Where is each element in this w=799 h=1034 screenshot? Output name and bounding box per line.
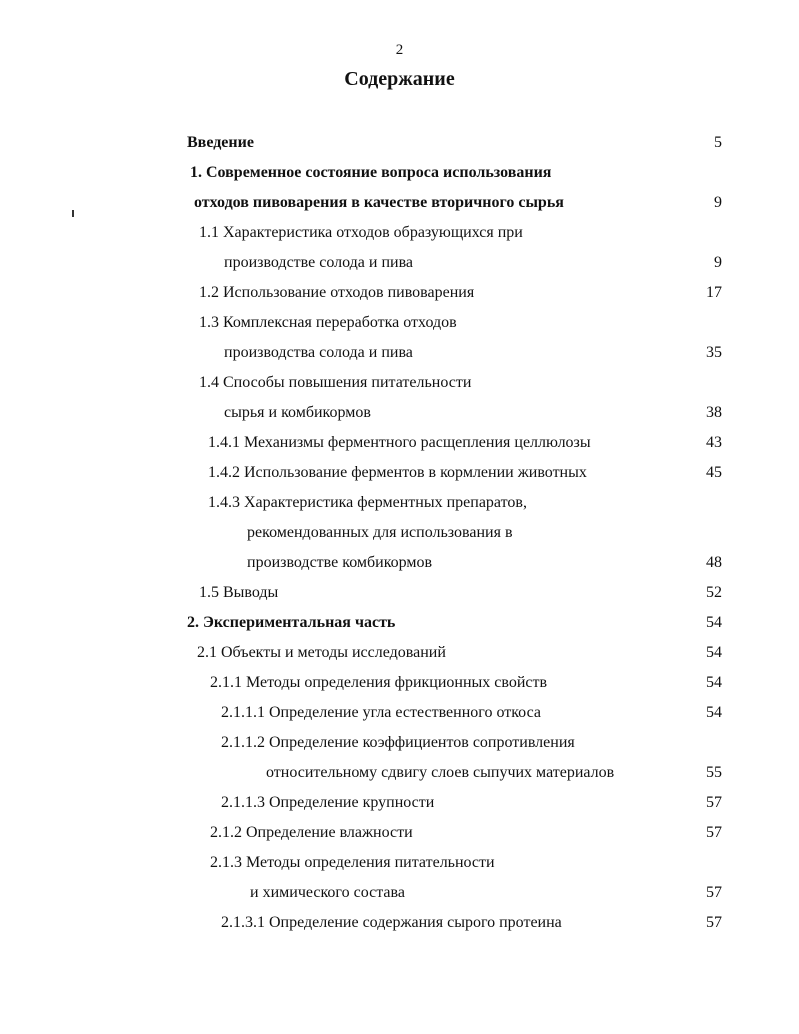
toc-entry-page: 38 xyxy=(706,404,722,421)
toc-entry xyxy=(0,248,799,278)
toc-entry-text: отходов пивоварения в качестве вторичного сырья xyxy=(194,194,564,211)
toc-entry-text: 1.4.1 Механизмы ферментного расщепления целлюлозы xyxy=(208,434,591,451)
toc-entry-text: 2.1.1.2 Определение коэффициентов сопротивления xyxy=(221,734,575,751)
toc-entry xyxy=(0,848,799,878)
toc-entry-text: 2. Экспериментальная часть xyxy=(187,614,396,631)
toc-entry-page: 57 xyxy=(706,794,722,811)
toc-entry xyxy=(0,158,799,188)
toc-entry xyxy=(0,458,799,488)
toc-entry-text: 2.1.2 Определение влажности xyxy=(210,824,413,841)
toc-entry-text: 2.1.1 Методы определения фрикционных свойств xyxy=(210,674,548,691)
toc-entry-page: 9 xyxy=(714,254,722,271)
toc-entry-text: и химического состава xyxy=(250,884,405,901)
toc-entry-text: 1.4.3 Характеристика ферментных препаратов, xyxy=(208,494,527,511)
toc-entry-page: 54 xyxy=(706,674,722,691)
toc-entry xyxy=(0,518,799,548)
page-number: 2 xyxy=(395,42,404,58)
toc-entry xyxy=(0,788,799,818)
toc-entry xyxy=(0,128,799,158)
toc-entry-text: 2.1.3 Методы определения питательности xyxy=(210,854,495,871)
toc-entry-text: Введение xyxy=(187,134,254,151)
table-of-contents xyxy=(0,128,799,938)
toc-entry xyxy=(0,698,799,728)
page-title: Содержание xyxy=(344,68,455,90)
toc-entry-text: 2.1.3.1 Определение содержания сырого протеина xyxy=(221,914,562,931)
toc-entry-text: 2.1.1.1 Определение угла естественного откоса xyxy=(221,704,541,721)
toc-entry-text: 1.3 Комплексная переработка отходов xyxy=(199,314,457,331)
toc-entry-text: рекомендованных для использования в xyxy=(247,524,513,541)
toc-entry-page: 57 xyxy=(706,884,722,901)
toc-entry-page: 54 xyxy=(706,614,722,631)
toc-entry-text: 1.4.2 Использование ферментов в кормлении животных xyxy=(208,464,587,481)
toc-entry-page: 9 xyxy=(714,194,722,211)
toc-entry xyxy=(0,608,799,638)
toc-entry xyxy=(0,308,799,338)
toc-entry-text: 2.1.1.3 Определение крупности xyxy=(221,794,435,811)
toc-entry-page: 17 xyxy=(706,284,722,301)
toc-entry-text: 1. Современное состояние вопроса использования xyxy=(190,164,552,181)
toc-entry-text: 1.1 Характеристика отходов образующихся при xyxy=(199,224,523,241)
toc-entry-text: 1.2 Использование отходов пивоварения xyxy=(199,284,475,301)
toc-entry-page: 52 xyxy=(706,584,722,601)
toc-entry-page: 55 xyxy=(706,764,722,781)
toc-entry xyxy=(0,668,799,698)
toc-entry xyxy=(0,368,799,398)
toc-entry-page: 48 xyxy=(706,554,722,571)
toc-entry-page: 57 xyxy=(706,914,722,931)
toc-entry xyxy=(0,818,799,848)
toc-entry xyxy=(0,398,799,428)
toc-entry xyxy=(0,188,799,218)
toc-entry xyxy=(0,548,799,578)
toc-entry xyxy=(0,218,799,248)
toc-entry xyxy=(0,278,799,308)
toc-entry-text: производства солода и пива xyxy=(224,344,413,361)
toc-entry-page: 57 xyxy=(706,824,722,841)
toc-entry xyxy=(0,488,799,518)
toc-entry-text: 2.1 Объекты и методы исследований xyxy=(197,644,446,661)
toc-entry-text: сырья и комбикормов xyxy=(224,404,371,421)
toc-entry-text: 1.4 Способы повышения питательности xyxy=(199,374,472,391)
toc-entry xyxy=(0,638,799,668)
toc-entry-page: 5 xyxy=(714,134,722,151)
toc-entry xyxy=(0,728,799,758)
toc-entry-page: 54 xyxy=(706,704,722,721)
toc-entry-text: производстве солода и пива xyxy=(224,254,414,271)
toc-entry xyxy=(0,578,799,608)
toc-entry-page: 35 xyxy=(706,344,722,361)
toc-entry-text: производстве комбикормов xyxy=(247,554,433,571)
toc-entry xyxy=(0,758,799,788)
toc-entry-page: 54 xyxy=(706,644,722,661)
toc-entry-page: 43 xyxy=(706,434,722,451)
toc-entry xyxy=(0,338,799,368)
toc-entry xyxy=(0,878,799,908)
toc-entry-text: 1.5 Выводы xyxy=(199,584,279,601)
toc-entry xyxy=(0,908,799,938)
toc-entry-text: относительному сдвигу слоев сыпучих материалов xyxy=(266,764,615,781)
toc-entry xyxy=(0,428,799,458)
toc-entry-page: 45 xyxy=(706,464,722,481)
